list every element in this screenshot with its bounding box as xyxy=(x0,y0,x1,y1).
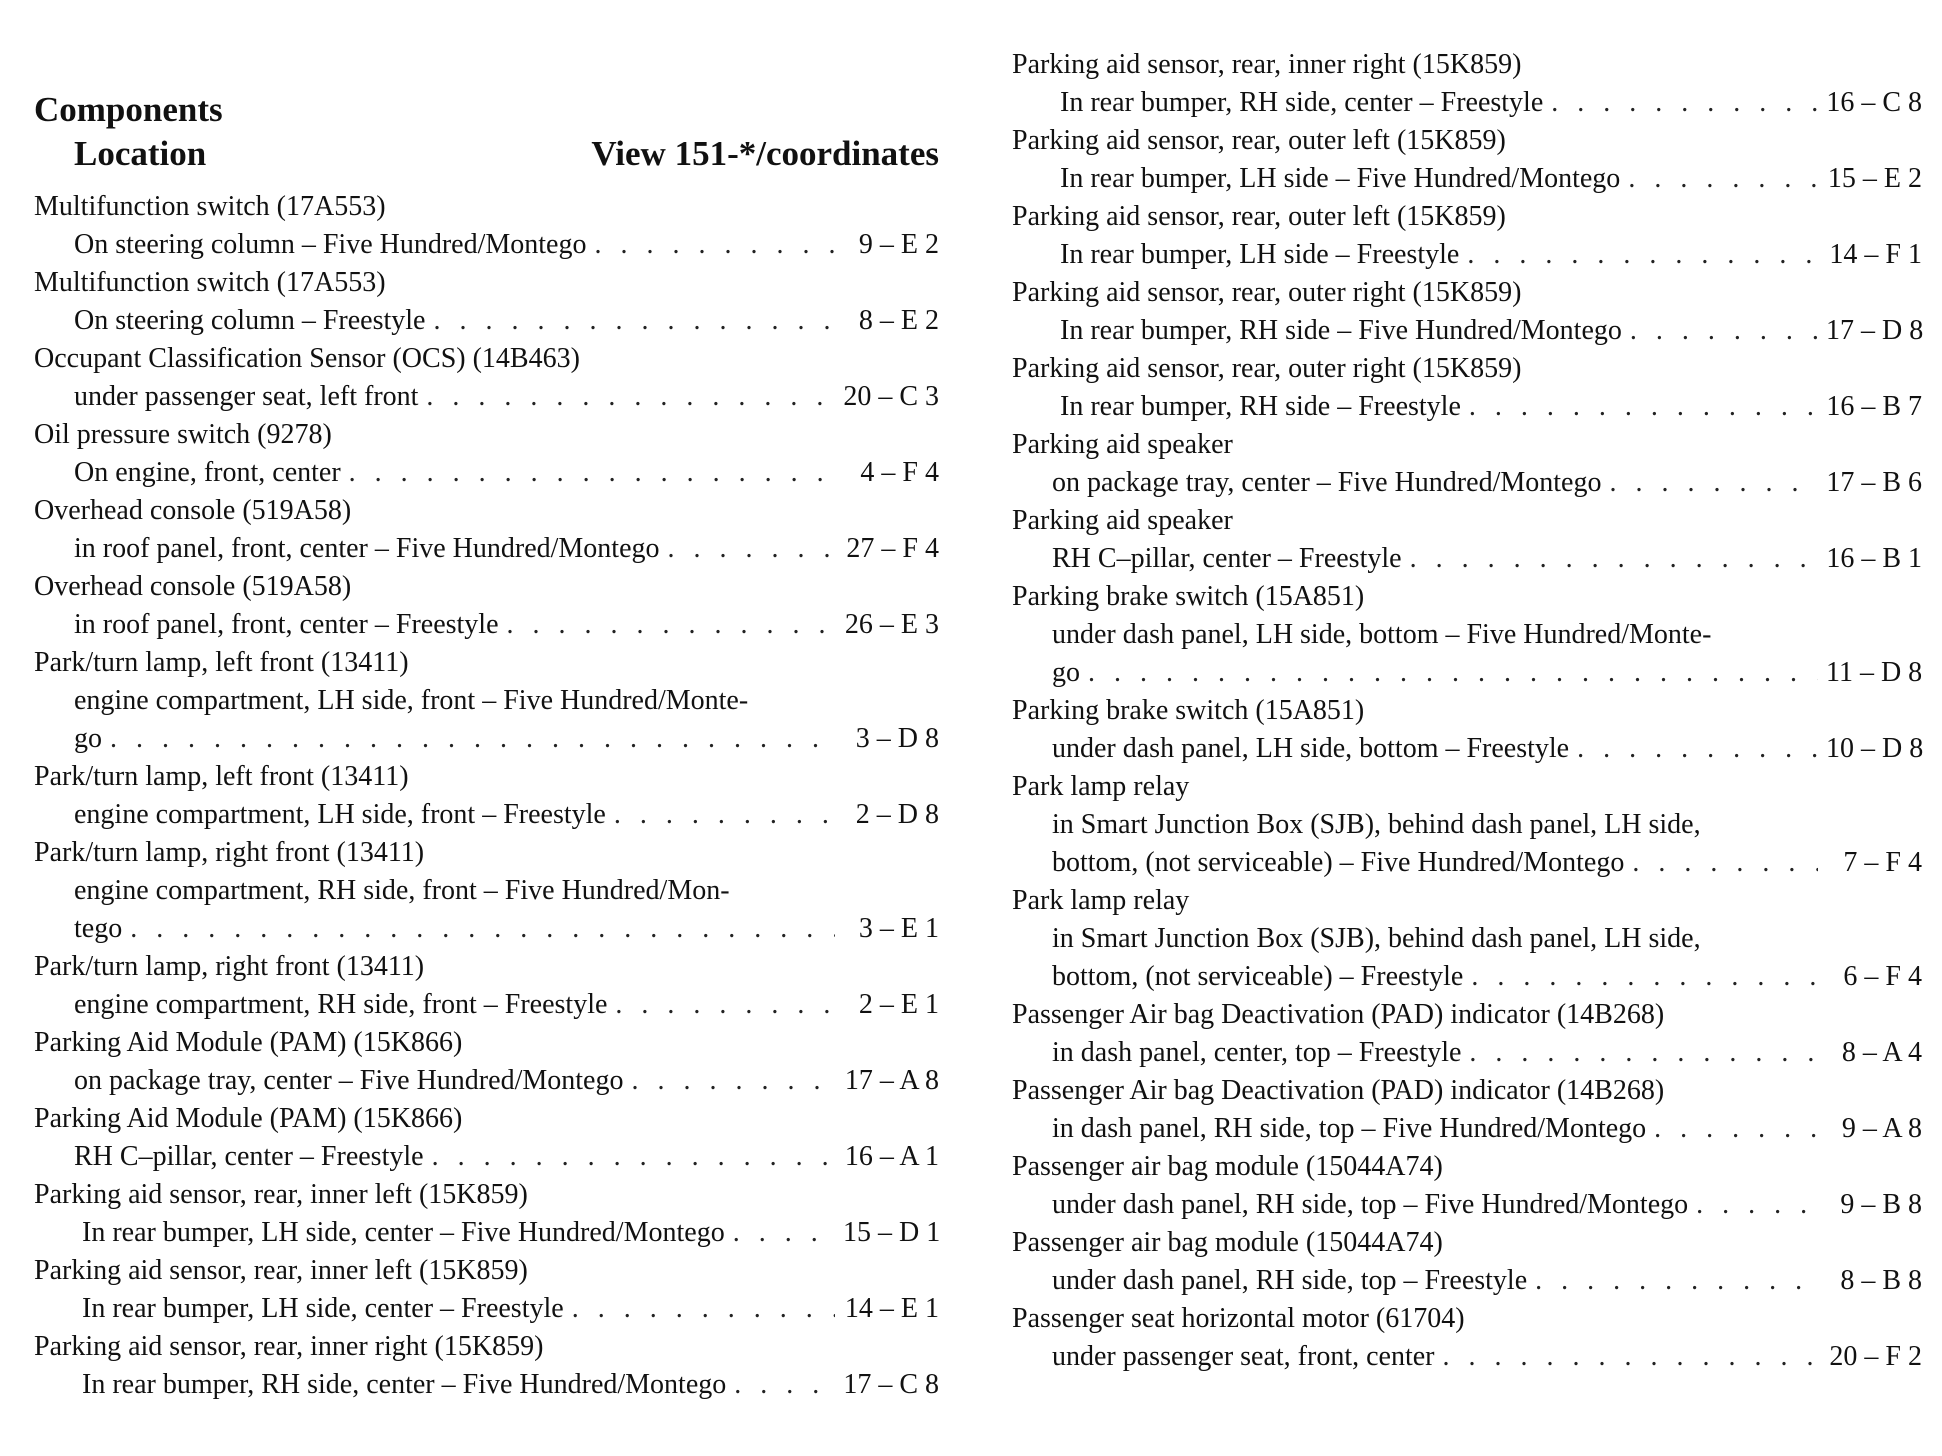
component-entry xyxy=(1012,692,1922,768)
component-entry xyxy=(34,1252,939,1328)
component-location: In rear bumper, LH side – Five Hundred/Montego xyxy=(1060,163,1621,194)
component-entry xyxy=(34,188,939,264)
component-entry xyxy=(34,492,939,568)
component-location: in roof panel, front, center – Freestyle xyxy=(74,609,499,640)
dot-leader xyxy=(1630,312,1818,350)
view-coordinate: 9 – B 8 xyxy=(1840,1189,1922,1220)
component-location-line xyxy=(34,1290,939,1328)
view-coordinate: 11 – D 8 xyxy=(1826,657,1923,688)
dot-leader xyxy=(1632,844,1818,882)
component-entry xyxy=(1012,578,1922,692)
view-coordinate: 17 – C 8 xyxy=(843,1369,939,1400)
view-coordinate: 20 – F 2 xyxy=(1829,1341,1922,1372)
view-coordinate: 3 – D 8 xyxy=(855,723,939,754)
component-location-line xyxy=(1012,388,1922,426)
component-list-left xyxy=(34,188,939,1404)
component-entry xyxy=(34,568,939,644)
component-location: in dash panel, RH side, top – Five Hundred/Montego xyxy=(1052,1113,1647,1144)
view-coordinate: 17 – D 8 xyxy=(1826,315,1924,346)
component-location-line xyxy=(1012,464,1922,502)
component-location-continued: engine compartment, RH side, front – Five Hundred/Mon- xyxy=(74,875,730,906)
component-location-line xyxy=(1012,160,1922,198)
component-name: Parking Aid Module (PAM) (15K866) xyxy=(34,1027,463,1058)
dot-leader xyxy=(1628,160,1818,198)
component-location-line xyxy=(1012,844,1922,882)
dot-leader xyxy=(1696,1186,1818,1224)
view-coordinate: 6 – F 4 xyxy=(1843,961,1922,992)
left-column xyxy=(34,88,939,1404)
component-name: Park/turn lamp, right front (13411) xyxy=(34,951,425,982)
component-entry xyxy=(1012,1300,1922,1376)
component-location-line xyxy=(1012,1262,1922,1300)
view-coordinate: 14 – E 1 xyxy=(844,1293,939,1324)
component-entry xyxy=(1012,426,1922,502)
dot-leader xyxy=(1577,730,1818,768)
component-name: Occupant Classification Sensor (OCS) (14B463) xyxy=(34,343,580,374)
component-location-line xyxy=(34,302,939,340)
location-label: Location xyxy=(74,134,207,173)
component-location: go xyxy=(1052,657,1080,688)
component-name: Overhead console (519A58) xyxy=(34,495,352,526)
component-name: Oil pressure switch (9278) xyxy=(34,419,332,450)
component-name: Multifunction switch (17A553) xyxy=(34,267,386,298)
section-title: Components xyxy=(34,90,223,129)
component-location-line xyxy=(34,530,939,568)
component-location-continued: engine compartment, LH side, front – Five Hundred/Monte- xyxy=(74,685,749,716)
view-coordinate: 2 – E 1 xyxy=(858,989,939,1020)
dot-leader xyxy=(349,454,835,492)
dot-leader xyxy=(426,378,835,416)
component-location: In rear bumper, RH side – Freestyle xyxy=(1060,391,1461,422)
view-coordinate: 14 – F 1 xyxy=(1829,239,1922,270)
view-coordinate: 9 – E 2 xyxy=(858,229,939,260)
component-name: Passenger air bag module (15044A74) xyxy=(1012,1227,1443,1258)
component-name: Parking aid sensor, rear, inner right (15K859) xyxy=(1012,49,1522,80)
view-coordinate: 9 – A 8 xyxy=(1841,1113,1922,1144)
component-name: Parking aid sensor, rear, inner right (15K859) xyxy=(34,1331,544,1362)
component-entry xyxy=(34,644,939,758)
component-name: Passenger air bag module (15044A74) xyxy=(1012,1151,1443,1182)
component-entry xyxy=(1012,350,1922,426)
component-name: Park/turn lamp, left front (13411) xyxy=(34,647,409,678)
component-name: Parking aid sensor, rear, outer right (15K859) xyxy=(1012,277,1522,308)
component-name: Park lamp relay xyxy=(1012,771,1190,802)
dot-leader xyxy=(130,910,835,948)
component-location-line xyxy=(34,796,939,834)
dot-leader xyxy=(1654,1110,1818,1148)
component-location: On engine, front, center xyxy=(74,457,341,488)
component-location: under passenger seat, front, center xyxy=(1052,1341,1435,1372)
view-coordinate: 15 – D 1 xyxy=(843,1217,941,1248)
dot-leader xyxy=(1609,464,1818,502)
component-name: Overhead console (519A58) xyxy=(34,571,352,602)
component-location-continued: in Smart Junction Box (SJB), behind dash panel, LH side, xyxy=(1052,809,1701,840)
view-coordinate: 15 – E 2 xyxy=(1827,163,1922,194)
component-name: Park lamp relay xyxy=(1012,885,1190,916)
component-name: Park/turn lamp, right front (13411) xyxy=(34,837,425,868)
component-entry xyxy=(1012,274,1922,350)
component-location-line xyxy=(34,378,939,416)
component-entry xyxy=(34,416,939,492)
component-entry xyxy=(34,1100,939,1176)
component-location-continued: under dash panel, LH side, bottom – Five Hundred/Monte- xyxy=(1052,619,1712,650)
component-entry xyxy=(34,1024,939,1100)
component-location-line xyxy=(34,986,939,1024)
component-entry xyxy=(34,1328,939,1404)
component-location: bottom, (not serviceable) – Five Hundred/Montego xyxy=(1052,847,1625,878)
component-name: Parking aid speaker xyxy=(1012,505,1233,536)
component-location: on package tray, center – Five Hundred/Montego xyxy=(1052,467,1602,498)
dot-leader xyxy=(1410,540,1818,578)
component-list-right xyxy=(1012,46,1922,1376)
view-coordinate: 16 – B 1 xyxy=(1826,543,1922,574)
component-location: in roof panel, front, center – Five Hundred/Montego xyxy=(74,533,660,564)
component-location: engine compartment, RH side, front – Freestyle xyxy=(74,989,608,1020)
view-coordinate: 10 – D 8 xyxy=(1826,733,1924,764)
component-entry xyxy=(1012,996,1922,1072)
dot-leader xyxy=(1469,388,1818,426)
dot-leader xyxy=(615,986,835,1024)
component-entry xyxy=(1012,1148,1922,1224)
component-location-line xyxy=(1012,236,1922,274)
dot-leader xyxy=(1443,1338,1819,1376)
dot-leader xyxy=(433,302,835,340)
component-name: Passenger Air bag Deactivation (PAD) indicator (14B268) xyxy=(1012,1075,1665,1106)
component-location: In rear bumper, RH side, center – Five Hundred/Montego xyxy=(82,1369,727,1400)
dot-leader xyxy=(572,1290,835,1328)
component-location: In rear bumper, LH side, center – Five Hundred/Montego xyxy=(82,1217,725,1248)
component-entry xyxy=(1012,198,1922,274)
component-entry xyxy=(1012,768,1922,882)
component-entry xyxy=(34,340,939,416)
view-coordinate: 7 – F 4 xyxy=(1843,847,1922,878)
component-location: In rear bumper, RH side – Five Hundred/Montego xyxy=(1060,315,1622,346)
view-coordinate: 2 – D 8 xyxy=(855,799,939,830)
component-location-line xyxy=(1012,958,1922,996)
dot-leader xyxy=(734,1366,835,1404)
component-location: under passenger seat, left front xyxy=(74,381,419,412)
dot-leader xyxy=(594,226,835,264)
component-name: Parking aid sensor, rear, inner left (15K859) xyxy=(34,1179,528,1210)
component-name: Parking brake switch (15A851) xyxy=(1012,581,1365,612)
component-location-line xyxy=(1012,312,1922,350)
component-location: under dash panel, RH side, top – Freestyle xyxy=(1052,1265,1528,1296)
dot-leader xyxy=(1551,84,1818,122)
component-location: under dash panel, LH side, bottom – Freestyle xyxy=(1052,733,1570,764)
view-coordinate: 26 – E 3 xyxy=(844,609,939,640)
component-location-line xyxy=(34,454,939,492)
dot-leader xyxy=(1535,1262,1818,1300)
component-name: Passenger seat horizontal motor (61704) xyxy=(1012,1303,1465,1334)
component-location-line xyxy=(34,606,939,644)
dot-leader xyxy=(614,796,835,834)
component-location: under dash panel, RH side, top – Five Hundred/Montego xyxy=(1052,1189,1689,1220)
view-coordinate: 16 – A 1 xyxy=(844,1141,939,1172)
dot-leader xyxy=(1467,236,1818,274)
component-location-line xyxy=(1012,84,1922,122)
component-location-line xyxy=(1012,540,1922,578)
component-location: tego xyxy=(74,913,123,944)
component-location: go xyxy=(74,723,102,754)
view-coordinate: 17 – A 8 xyxy=(844,1065,939,1096)
component-location: bottom, (not serviceable) – Freestyle xyxy=(1052,961,1464,992)
component-location: engine compartment, LH side, front – Freestyle xyxy=(74,799,606,830)
view-coordinate: 8 – A 4 xyxy=(1841,1037,1922,1068)
component-entry xyxy=(1012,1072,1922,1148)
component-location-line xyxy=(1012,1186,1922,1224)
component-location-line xyxy=(34,1138,939,1176)
component-name: Parking brake switch (15A851) xyxy=(1012,695,1365,726)
component-location: On steering column – Freestyle xyxy=(74,305,426,336)
dot-leader xyxy=(507,606,835,644)
view-coordinate: 16 – B 7 xyxy=(1826,391,1922,422)
component-entry xyxy=(34,264,939,340)
component-entry xyxy=(1012,122,1922,198)
component-location-line xyxy=(34,1366,939,1404)
view-coordinate: 17 – B 6 xyxy=(1826,467,1922,498)
component-location-line xyxy=(1012,730,1922,768)
component-entry xyxy=(1012,882,1922,996)
component-location-line xyxy=(34,1062,939,1100)
component-location-line xyxy=(1012,1338,1922,1376)
component-location-line xyxy=(34,720,939,758)
component-entry xyxy=(1012,46,1922,122)
component-location: RH C–pillar, center – Freestyle xyxy=(74,1141,424,1172)
component-location: in dash panel, center, top – Freestyle xyxy=(1052,1037,1462,1068)
dot-leader xyxy=(110,720,835,758)
component-location-continued: in Smart Junction Box (SJB), behind dash panel, LH side, xyxy=(1052,923,1701,954)
view-coordinate: 3 – E 1 xyxy=(858,913,939,944)
dot-leader xyxy=(1469,1034,1818,1072)
component-name: Parking Aid Module (PAM) (15K866) xyxy=(34,1103,463,1134)
dot-leader xyxy=(631,1062,835,1100)
component-location-line xyxy=(1012,1034,1922,1072)
dot-leader xyxy=(1471,958,1818,996)
component-location: In rear bumper, RH side, center – Freestyle xyxy=(1060,87,1544,118)
component-name: Park/turn lamp, left front (13411) xyxy=(34,761,409,792)
dot-leader xyxy=(733,1214,835,1252)
component-location-line xyxy=(34,226,939,264)
dot-leader xyxy=(432,1138,835,1176)
component-location-line xyxy=(1012,654,1922,692)
component-entry xyxy=(1012,502,1922,578)
view-coordinate: 4 – F 4 xyxy=(860,457,939,488)
component-location: on package tray, center – Five Hundred/Montego xyxy=(74,1065,624,1096)
component-name: Parking aid sensor, rear, inner left (15K859) xyxy=(34,1255,528,1286)
component-location: On steering column – Five Hundred/Montego xyxy=(74,229,587,260)
component-location: In rear bumper, LH side, center – Freestyle xyxy=(82,1293,564,1324)
component-name: Multifunction switch (17A553) xyxy=(34,191,386,222)
component-location: RH C–pillar, center – Freestyle xyxy=(1052,543,1402,574)
view-coordinate: 16 – C 8 xyxy=(1826,87,1922,118)
view-coordinate: 20 – C 3 xyxy=(843,381,939,412)
component-location-line xyxy=(1012,1110,1922,1148)
component-name: Parking aid speaker xyxy=(1012,429,1233,460)
component-name: Parking aid sensor, rear, outer left (15K859) xyxy=(1012,125,1506,156)
view-coordinate: 8 – B 8 xyxy=(1840,1265,1922,1296)
view-coordinate: 8 – E 2 xyxy=(858,305,939,336)
dot-leader xyxy=(1088,654,1818,692)
dot-leader xyxy=(668,530,835,568)
view-label: View 151-*/coordinates xyxy=(591,134,939,173)
component-location-line xyxy=(34,1214,939,1252)
component-entry xyxy=(34,834,939,948)
right-column xyxy=(1012,46,1922,1376)
component-name: Passenger Air bag Deactivation (PAD) indicator (14B268) xyxy=(1012,999,1665,1030)
component-entry xyxy=(34,758,939,834)
component-entry xyxy=(34,1176,939,1252)
component-location: In rear bumper, LH side – Freestyle xyxy=(1060,239,1460,270)
component-entry xyxy=(34,948,939,1024)
component-location-line xyxy=(34,910,939,948)
component-entry xyxy=(1012,1224,1922,1300)
view-coordinate: 27 – F 4 xyxy=(846,533,939,564)
component-name: Parking aid sensor, rear, outer right (15K859) xyxy=(1012,353,1522,384)
component-name: Parking aid sensor, rear, outer left (15K859) xyxy=(1012,201,1506,232)
column-header-row xyxy=(34,132,939,176)
